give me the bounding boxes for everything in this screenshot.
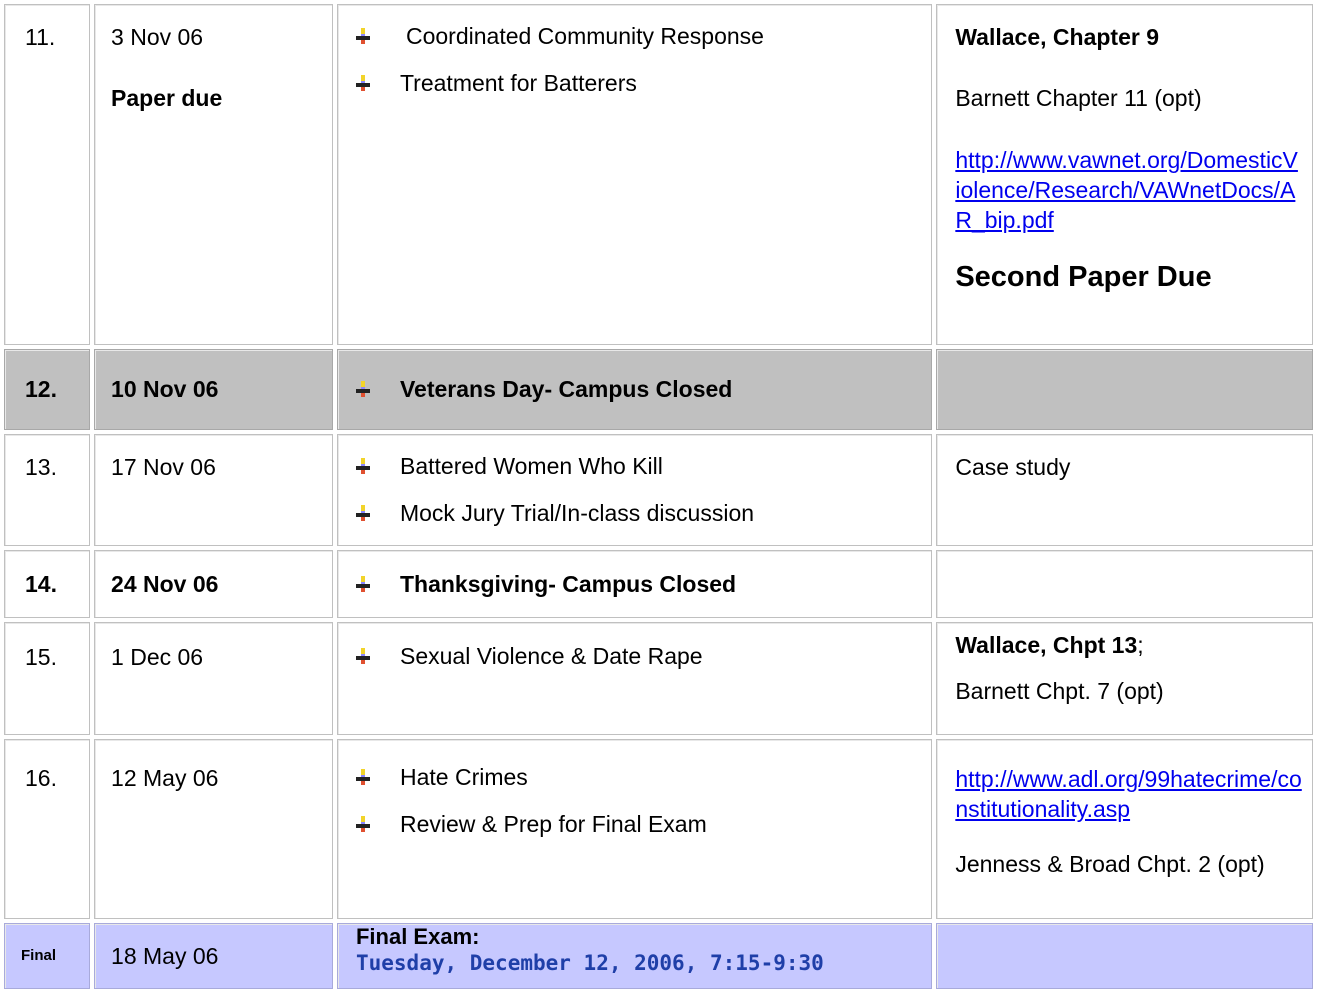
- reading-link[interactable]: http://www.adl.org/99hatecrime/constitutionality.asp: [955, 765, 1302, 822]
- table-row: [4, 550, 1313, 618]
- date-cell: 18 May 06: [94, 923, 333, 989]
- list-item: Sexual Violence & Date Rape: [356, 641, 931, 671]
- topic-cell: [337, 434, 932, 547]
- week-cell: 14.: [4, 550, 90, 618]
- date-cell: 1 Dec 06: [94, 622, 333, 735]
- arrow-bullet-icon: [356, 769, 370, 785]
- date-cell: 17 Nov 06: [94, 434, 333, 547]
- paper-due-note: Second Paper Due: [955, 261, 1212, 293]
- reading-bold-ref: Wallace, Chapter 9: [955, 24, 1159, 50]
- arrow-bullet-icon: [356, 75, 370, 91]
- week-cell: 11.: [4, 4, 90, 345]
- week-cell: 15.: [4, 622, 90, 735]
- reading-cell: Wallace, Chpt 13; Barnett Chpt. 7 (opt): [936, 622, 1313, 735]
- week-cell: 13.: [4, 434, 90, 547]
- reading-cell: [936, 550, 1313, 618]
- arrow-bullet-icon: [356, 381, 370, 397]
- reading-ref: Jenness & Broad Chpt. 2 (opt): [955, 850, 1265, 877]
- arrow-bullet-icon: [356, 576, 370, 592]
- table-row: [4, 434, 1313, 547]
- arrow-bullet-icon: [356, 816, 370, 832]
- reading-link[interactable]: http://www.vawnet.org/DomesticViolence/Research/VAWnetDocs/AR_bip.pdf: [955, 147, 1298, 233]
- reading-ref: Barnett Chpt. 7 (opt): [955, 678, 1164, 705]
- topic-cell: [337, 349, 932, 430]
- topic-cell: [337, 550, 932, 618]
- topic-cell: [337, 923, 932, 989]
- table-row: [4, 739, 1313, 920]
- reading-bold-ref: Wallace, Chpt 13: [955, 632, 1138, 659]
- list-item: Review & Prep for Final Exam: [356, 809, 931, 839]
- reading-cell: [936, 923, 1313, 989]
- list-item: Thanksgiving- Campus Closed: [356, 569, 931, 599]
- reading-cell: [936, 739, 1313, 920]
- date-cell: 24 Nov 06: [94, 550, 333, 618]
- topic-cell: [337, 622, 932, 735]
- reading-cell: [936, 349, 1313, 430]
- arrow-bullet-icon: [356, 28, 370, 44]
- list-item: Coordinated Community Response: [356, 21, 931, 51]
- topic-cell: [337, 4, 932, 345]
- final-exam-date: Tuesday, December 12, 2006, 7:15-9:30: [355, 951, 824, 976]
- table-row: [4, 923, 1313, 989]
- reading-cell: [936, 4, 1313, 345]
- week-cell: 16.: [4, 739, 90, 920]
- table-row: [4, 349, 1313, 430]
- arrow-bullet-icon: [356, 458, 370, 474]
- week-cell: Final: [4, 923, 90, 989]
- final-exam-label: Final Exam:: [355, 924, 480, 950]
- date-cell: 10 Nov 06: [94, 349, 333, 430]
- reading-ref: Barnett Chapter 11 (opt): [955, 85, 1202, 111]
- list-item: Hate Crimes: [356, 762, 931, 792]
- list-item: Battered Women Who Kill: [356, 451, 931, 481]
- reading-cell: Case study: [936, 434, 1313, 547]
- list-item: Veterans Day- Campus Closed: [356, 374, 931, 404]
- arrow-bullet-icon: [356, 505, 370, 521]
- arrow-bullet-icon: [356, 648, 370, 664]
- table-row: [4, 4, 1313, 345]
- list-item: Treatment for Batterers: [356, 68, 931, 98]
- list-item: Mock Jury Trial/In-class discussion: [356, 498, 931, 528]
- week-cell: 12.: [4, 349, 90, 430]
- date-cell: 12 May 06: [94, 739, 333, 920]
- date-note: Paper due: [111, 85, 223, 111]
- table-row: [4, 622, 1313, 735]
- topic-cell: [337, 739, 932, 920]
- date-cell: [94, 4, 333, 345]
- date-text: 3 Nov 06: [111, 24, 204, 50]
